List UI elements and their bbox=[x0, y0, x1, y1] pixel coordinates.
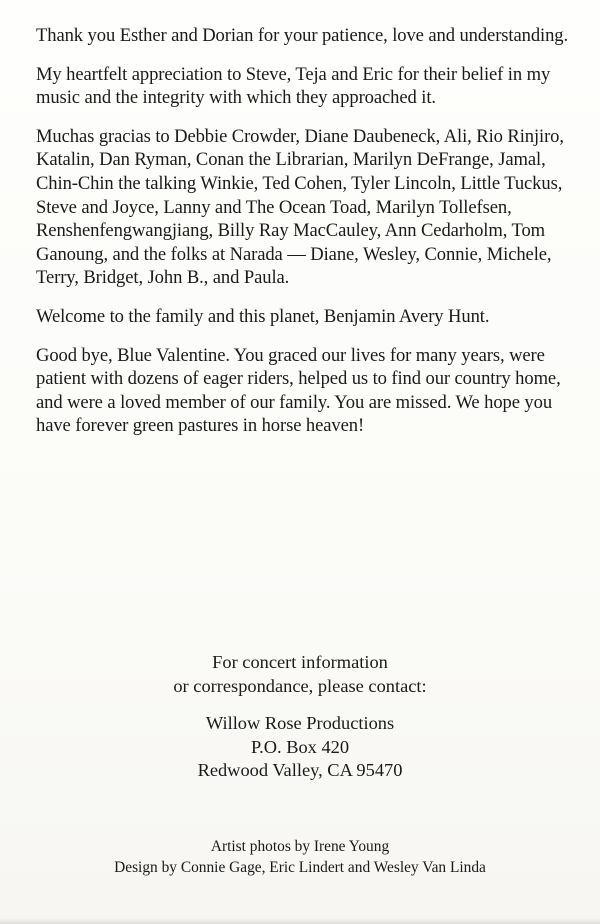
credits-section bbox=[0, 836, 600, 878]
contact-address bbox=[0, 712, 600, 783]
page-bottom-edge bbox=[0, 918, 600, 924]
blue-valentine-paragraph: Good bye, Blue Valentine. You graced our lives for many years, were patient with dozens of eager riders, helped us to find our country home, and were a loved member of our family. You are missed. We hope you have forever green pastures in horse heaven! bbox=[36, 344, 561, 437]
contact-line-1: For concert information bbox=[212, 652, 388, 672]
welcome-paragraph: Welcome to the family and this planet, Benjamin Avery Hunt. bbox=[36, 305, 490, 327]
acknowledgements-section bbox=[36, 24, 584, 453]
contact-name: Willow Rose Productions bbox=[205, 713, 395, 733]
contact-line-2: or correspondance, please contact: bbox=[173, 675, 427, 696]
contact-intro bbox=[0, 651, 600, 698]
muchas-gracias-paragraph: Muchas gracias to Debbie Crowder, Diane Daubeneck, Ali, Rio Rinjiro, Katalin, Dan Ryman, Conan the Librarian, Marilyn DeFrange, Jamal, Chin-Chin the talking Winkie, Ted Cohen, Tyler Lincoln, Little Tuckus, Steve and Joyce, Lanny and The Ocean Toad, Marilyn Tollefsen, Renshenfengwangjiang, Billy Ray MacCauley, Ann Cedarholm, Tom Ganoung, and the folks at Narada — Diane, Wesley, Connie, Michele, Terry, Bridget, John B., and Paula. bbox=[36, 125, 564, 289]
appreciation-paragraph: My heartfelt appreciation to Steve, Teja and Eric for their belief in my music and the integrity with which they approached it. bbox=[36, 63, 551, 109]
design-credit: Design by Connie Gage, Eric Lindert and Wesley Van Linda bbox=[114, 859, 486, 876]
contact-city: Redwood Valley, CA 95470 bbox=[197, 760, 403, 780]
photo-credit: Artist photos by Irene Young bbox=[210, 838, 390, 855]
contact-po-box: P.O. Box 420 bbox=[250, 736, 350, 757]
thanks-family-paragraph: Thank you Esther and Dorian for your patience, love and understanding. bbox=[36, 25, 569, 46]
